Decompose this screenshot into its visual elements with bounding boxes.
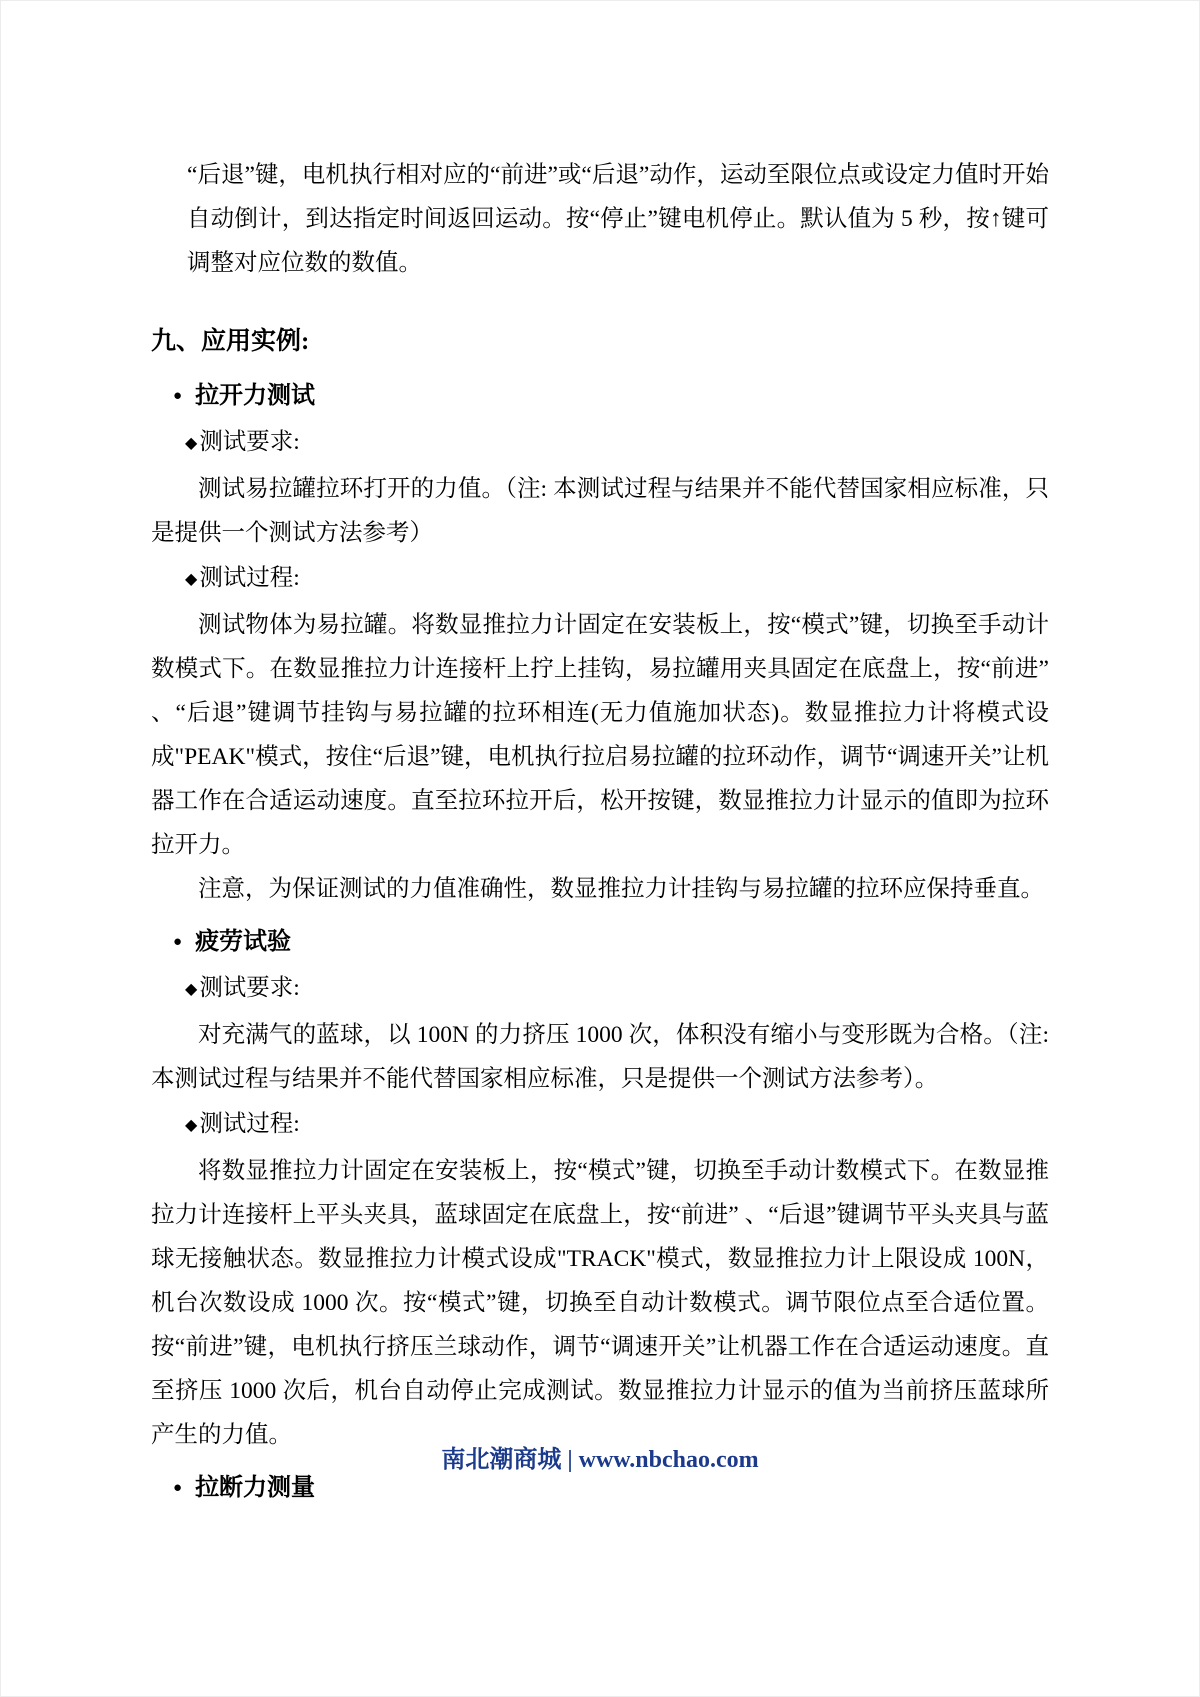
bullet-icon: ●	[173, 934, 183, 950]
requirement-label-line	[185, 419, 1049, 467]
process-label-line	[185, 1101, 1049, 1149]
diamond-icon: ◆	[185, 435, 198, 452]
footer-brand: 南北潮商城 | www.nbchao.com	[441, 1447, 759, 1473]
example-title-line	[173, 919, 1049, 965]
process-text: 将数显推拉力计固定在安装板上，按“模式”键，切换至手动计数模式下。在数显推拉力计连接杆上平头夹具，蓝球固定在底盘上，按“前进” 、“后退”键调节平头夹具与蓝球无接触状态。数显推拉力计模式设成"TRACK"模式，数显推拉力计上限设成 100N，机台次数设成 1000 次。按“模式”键，切换至自动计数模式。调节限位点至合适位置。按“前进”键，电机执行挤压兰球动作，调节“调速开关”让机器工作在合适运动速度。直至挤压 1000 次后，机台自动停止完成测试。数显推拉力计显示的值为当前挤压蓝球所产生的力值。	[151, 1158, 1049, 1448]
process-label-line	[185, 555, 1049, 603]
note-text: 注意，为保证测试的力值准确性，数显推拉力计挂钩与易拉罐的拉环应保持垂直。	[198, 876, 1044, 902]
process-label: 测试过程:	[199, 1111, 300, 1137]
example-pull-open-test	[151, 373, 1049, 911]
example-title: 拉断力测量	[195, 1475, 316, 1501]
intro-paragraph: “后退”键，电机执行相对应的“前进”或“后退”动作，运动至限位点或设定力值时开始自动倒计，到达指定时间返回运动。按“停止”键电机停止。默认值为 5 秒，按↑键可调整对应位数的数值。	[187, 162, 1049, 276]
example-title-line	[173, 373, 1049, 419]
process-label: 测试过程:	[199, 565, 300, 591]
example-title: 拉开力测试	[195, 383, 316, 409]
diamond-icon: ◆	[185, 571, 198, 588]
page-footer	[1, 1439, 1199, 1474]
process-text: 测试物体为易拉罐。将数显推拉力计固定在安装板上，按“模式”键，切换至手动计数模式下。在数显推拉力计连接杆上拧上挂钩，易拉罐用夹具固定在底盘上，按“前进” 、“后退”键调节挂钩与易拉罐的拉环相连(无力值施加状态)。数显推拉力计将模式设成"PEAK"模式，按住“后退”键，电机执行拉启易拉罐的拉环动作，调节“调速开关”让机器工作在合适运动速度。直至拉环拉开后，松开按键，数显推拉力计显示的值即为拉环拉开力。	[151, 612, 1049, 858]
bullet-icon: ●	[173, 388, 183, 404]
bullet-icon: ●	[173, 1480, 183, 1496]
requirement-label: 测试要求:	[199, 429, 300, 455]
requirement-text: 对充满气的蓝球，以 100N 的力挤压 1000 次，体积没有缩小与变形既为合格。（注: 本测试过程与结果并不能代替国家相应标准，只是提供一个测试方法参考）。	[151, 1022, 1049, 1092]
requirement-label-line	[185, 965, 1049, 1013]
requirement-text: 测试易拉罐拉环打开的力值。（注: 本测试过程与结果并不能代替国家相应标准，只是提供一个测试方法参考）	[151, 476, 1049, 546]
document-body	[151, 153, 1049, 1511]
example-title: 疲劳试验	[195, 929, 292, 955]
requirement-label: 测试要求:	[199, 975, 300, 1001]
section-heading: 九、应用实例:	[151, 328, 310, 355]
example-fatigue-test	[151, 919, 1049, 1457]
diamond-icon: ◆	[185, 981, 198, 998]
diamond-icon: ◆	[185, 1117, 198, 1134]
